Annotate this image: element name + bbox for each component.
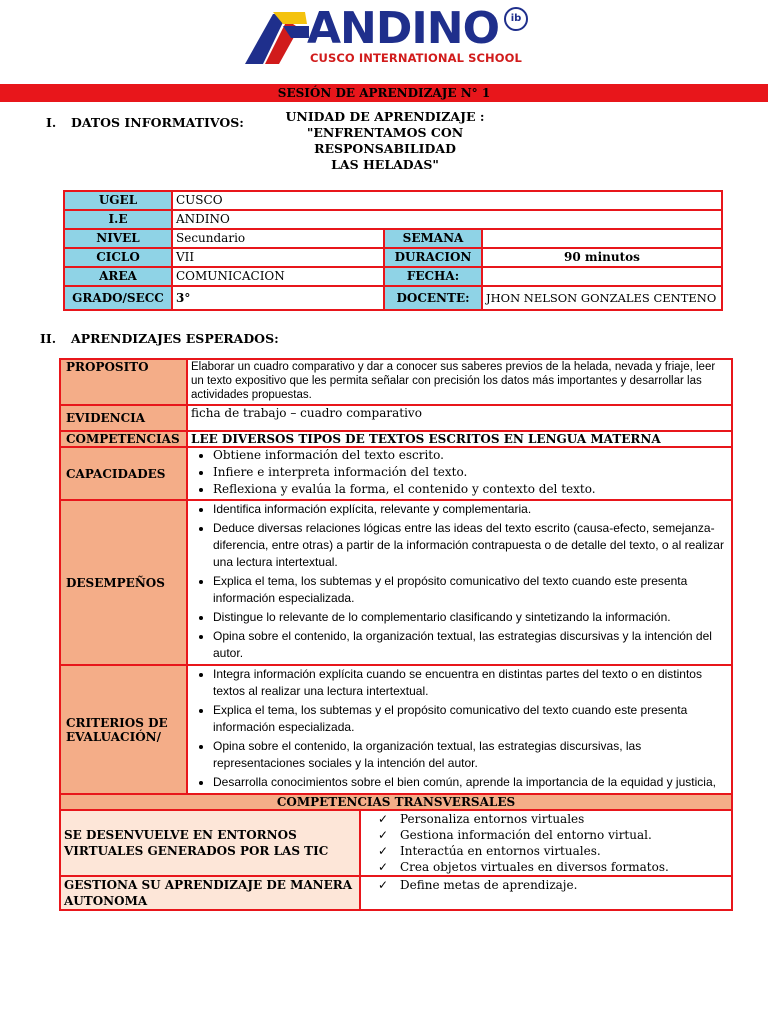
section1-number: I.	[46, 115, 57, 130]
evidencia-text: ficha de trabajo – cuadro comparativo	[187, 405, 732, 431]
evidencia-label: EVIDENCIA	[60, 405, 187, 431]
grado-label: GRADO/SECC	[64, 286, 172, 310]
semana-value	[482, 229, 722, 248]
fecha-value	[482, 267, 722, 286]
criterios-label: CRITERIOS DE EVALUACIÓN/	[60, 665, 187, 794]
proposito-text: Elaborar un cuadro comparativo y dar a conocer sus saberes previos de la helada, nevada y friaje, leer un texto expositivo que les permita señalar con precisión los datos más importantes y desarrollar las actividades propuestas.	[187, 359, 732, 405]
grado-value: 3°	[172, 286, 384, 310]
list-item: • Deduce diversas relaciones lógicas entre las ideas del texto escrito (causa-efecto, semejanza-diferencia, entre otras) a partir de la información contrapuesta o de detalle del texto, o al realizar una lectura intertextual.	[213, 520, 728, 571]
list-item: • Obtiene información del texto escrito.	[213, 448, 728, 463]
list-item: • Identifica información explícita, relevante y complementaria.	[213, 501, 728, 518]
list-item: • Opina sobre el contenido, la organización textual, las estrategias discursivas y la intención del autor.	[213, 628, 728, 662]
competencias-text: LEE DIVERSOS TIPOS DE TEXTOS ESCRITOS EN LENGUA MATERNA	[187, 431, 732, 447]
list-item: • Desarrolla conocimientos sobre el bien común, aprende la importancia de la equidad y justicia,	[213, 774, 728, 791]
ie-value: ANDINO	[172, 210, 722, 229]
list-item: • Integra información explícita cuando se encuentra en distintas partes del texto o en distintos textos al realizar una lectura intertextual.	[213, 666, 728, 700]
capacidades-label: CAPACIDADES	[60, 447, 187, 500]
competencias-label: COMPETENCIAS	[60, 431, 187, 447]
ciclo-label: CICLO	[64, 248, 172, 267]
list-item: ✓ Interactúa en entornos virtuales.	[378, 843, 728, 859]
unidad-block	[250, 109, 520, 173]
session-title: SESIÓN DE APRENDIZAJE N° 1	[0, 84, 768, 102]
unidad-line2: "ENFRENTAMOS CON RESPONSABILIDAD	[306, 125, 464, 156]
unidad-line1: UNIDAD DE APRENDIZAJE :	[285, 109, 485, 124]
aprendizajes-table	[59, 358, 733, 911]
proposito-label: PROPOSITO	[60, 359, 187, 405]
info-table	[63, 190, 723, 311]
list-item: • Opina sobre el contenido, la organización textual, las estrategias discursivas, las representaciones sociales y la intención del autor.	[213, 738, 728, 772]
autonoma-list	[364, 877, 728, 893]
nivel-value: Secundario	[172, 229, 384, 248]
ib-badge-icon: ib	[504, 7, 528, 31]
list-item: ✓ Crea objetos virtuales en diversos formatos.	[378, 859, 728, 875]
area-value: COMUNICACION	[172, 267, 384, 286]
list-item: • Explica el tema, los subtemas y el propósito comunicativo del texto cuando este presenta información especializada.	[213, 573, 728, 607]
section1-title: DATOS INFORMATIVOS:	[71, 115, 244, 130]
ugel-value: CUSCO	[172, 191, 722, 210]
list-item: ✓ Gestiona información del entorno virtual.	[378, 827, 728, 843]
logo-name: ANDINO	[307, 3, 499, 54]
docente-label: DOCENTE:	[384, 286, 482, 310]
list-item: • Explica el tema, los subtemas y el propósito comunicativo del texto cuando este presenta información especializada.	[213, 702, 728, 736]
list-item: ✓ Personaliza entornos virtuales	[378, 811, 728, 827]
docente-value: JHON NELSON GONZALES CENTENO	[482, 286, 722, 310]
logo-subtitle: CUSCO INTERNATIONAL SCHOOL	[310, 51, 522, 65]
ugel-label: UGEL	[64, 191, 172, 210]
fecha-label: FECHA:	[384, 267, 482, 286]
tic-list	[364, 811, 728, 875]
capacidades-list	[191, 448, 728, 497]
criterios-list	[191, 666, 728, 791]
autonoma-label: GESTIONA SU APRENDIZAJE DE MANERA AUTONOMA	[60, 876, 360, 910]
list-item: • Infiere e interpreta información del texto.	[213, 465, 728, 480]
list-item: • Distingue lo relevante de lo complementario clasificando y sintetizando la información.	[213, 609, 728, 626]
desempenos-list	[191, 501, 728, 662]
duracion-label: DURACION	[384, 248, 482, 267]
area-label: AREA	[64, 267, 172, 286]
duracion-value: 90 minutos	[482, 248, 722, 267]
semana-label: SEMANA	[384, 229, 482, 248]
ciclo-value: VII	[172, 248, 384, 267]
desempenos-label: DESEMPEÑOS	[60, 500, 187, 665]
list-item: ✓ Define metas de aprendizaje.	[378, 877, 728, 893]
section2-number: II.	[40, 331, 57, 346]
andino-emblem-icon	[243, 6, 313, 68]
nivel-label: NIVEL	[64, 229, 172, 248]
transversales-header: COMPETENCIAS TRANSVERSALES	[60, 794, 732, 810]
ie-label: I.E	[64, 210, 172, 229]
section2-title: APRENDIZAJES ESPERADOS:	[71, 331, 279, 346]
school-logo	[243, 3, 533, 68]
tic-label: SE DESENVUELVE EN ENTORNOS VIRTUALES GENERADOS POR LAS TIC	[60, 810, 360, 876]
list-item: • Reflexiona y evalúa la forma, el contenido y contexto del texto.	[213, 482, 728, 497]
unidad-line3: LAS HELADAS"	[331, 157, 439, 172]
